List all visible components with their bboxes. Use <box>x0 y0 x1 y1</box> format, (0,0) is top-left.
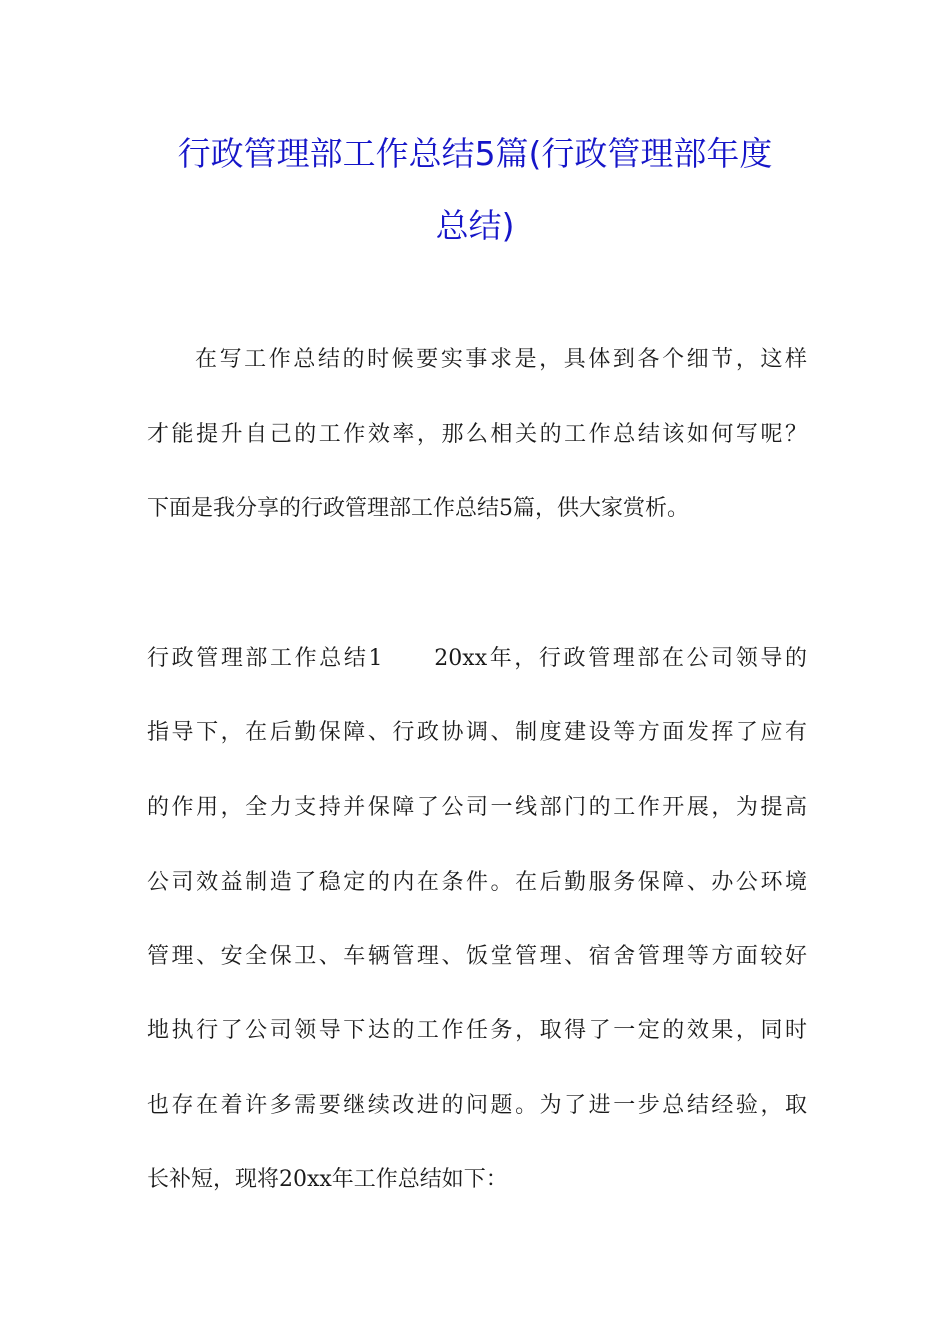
intro-paragraph-line: 下面是我分享的行政管理部工作总结5篇，供大家赏析。 <box>147 496 689 521</box>
section-paragraph-line: 地执行了公司领导下达的工作任务，取得了一定的效果，同时 <box>147 1018 807 1043</box>
document-title-line-2: 总结) <box>435 206 515 245</box>
section-paragraph-line: 行政管理部工作总结1 20xx年，行政管理部在公司领导的 <box>147 646 807 671</box>
section-paragraph-line: 管理、安全保卫、车辆管理、饭堂管理、宿舍管理等方面较好 <box>147 944 807 969</box>
document-title-line-1: 行政管理部工作总结5篇(行政管理部年度 <box>177 134 773 173</box>
section-paragraph-line: 也存在着许多需要继续改进的问题。为了进一步总结经验，取 <box>147 1093 807 1118</box>
section-paragraph-line: 的作用，全力支持并保障了公司一线部门的工作开展，为提高 <box>147 795 807 820</box>
section-paragraph-line: 指导下，在后勤保障、行政协调、制度建设等方面发挥了应有 <box>147 720 807 745</box>
section-paragraph-line: 长补短，现将20xx年工作总结如下： <box>147 1167 508 1192</box>
intro-paragraph-line: 才能提升自己的工作效率，那么相关的工作总结该如何写呢？ <box>147 422 807 447</box>
intro-paragraph-line: 在写工作总结的时候要实事求是，具体到各个细节，这样 <box>195 347 807 372</box>
section-paragraph-line: 公司效益制造了稳定的内在条件。在后勤服务保障、办公环境 <box>147 870 807 895</box>
